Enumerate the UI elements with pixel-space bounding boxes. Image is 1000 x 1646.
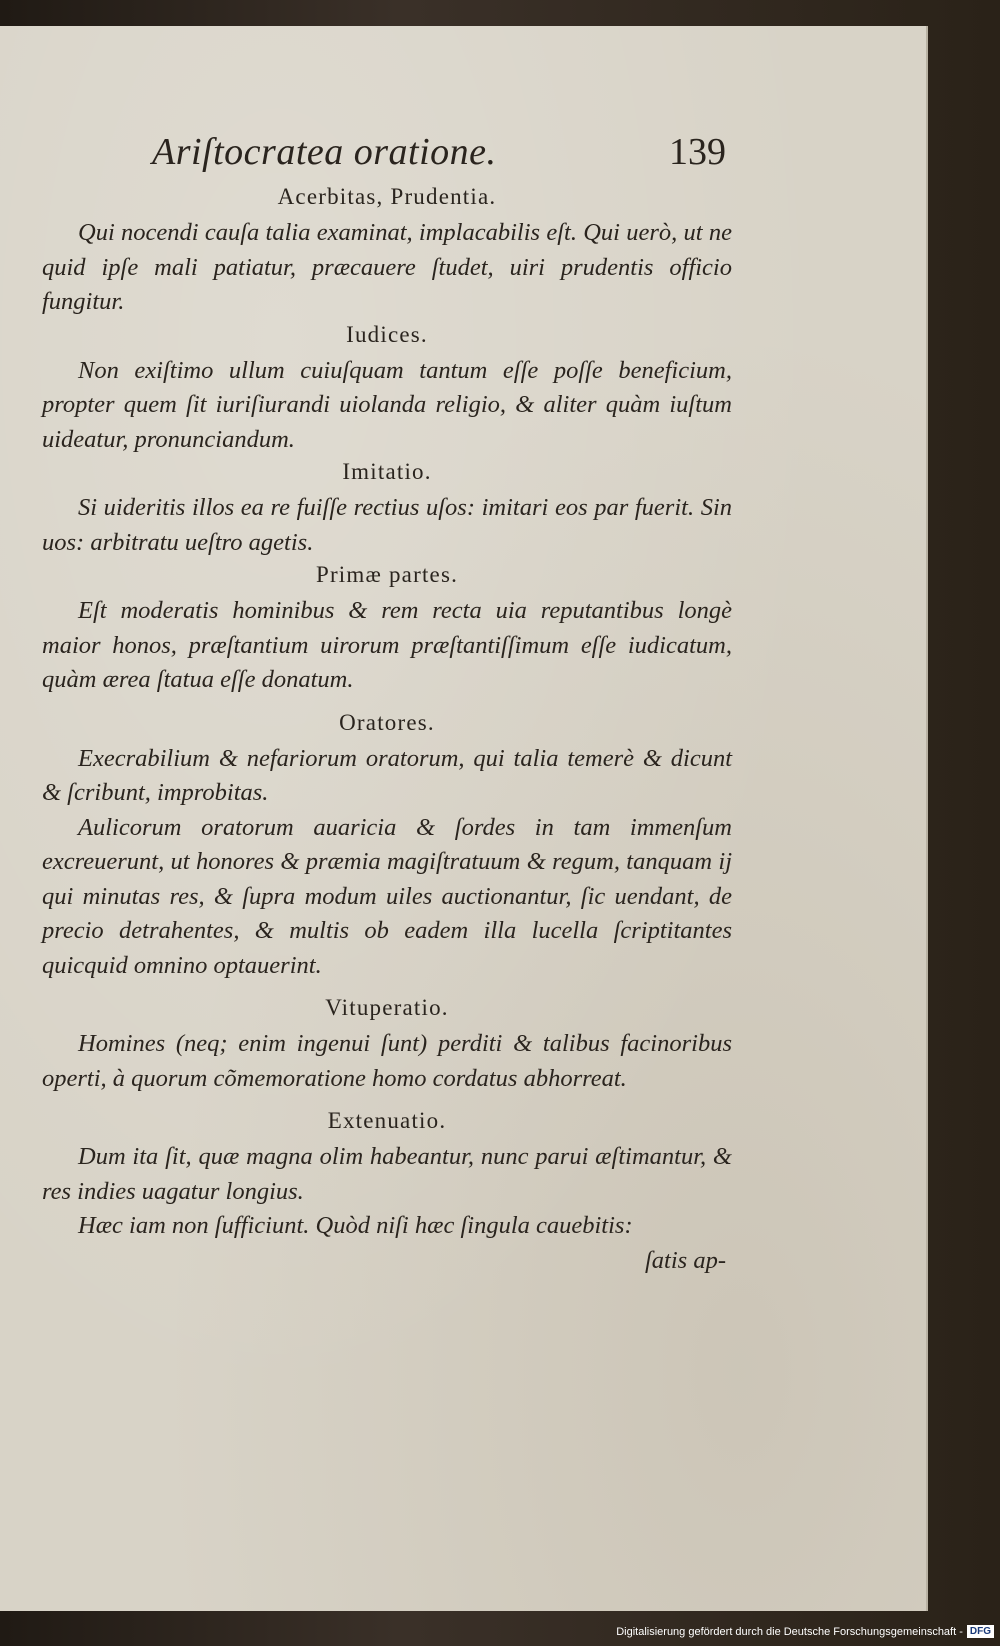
section-heading: Extenuatio. [327, 1108, 447, 1133]
section-primae-partes [42, 560, 732, 698]
section-paragraph: Eſt moderatis hominibus & rem recta uia reputantibus longè maior honos, præſtantium uirorum præſtantiſſimum eſſe iudicatum, quàm ærea ſtatua eſſe donatum. [42, 597, 732, 693]
running-head [42, 130, 732, 182]
section-paragraph: Execrabilium & nefariorum oratorum, qui talia temerè & dicunt & ſcribunt, improbitas. [42, 744, 732, 806]
book-page [0, 26, 928, 1611]
spacer [42, 1096, 732, 1106]
catchword: ſatis ap- [645, 1246, 726, 1274]
section-paragraph: Si uideritis illos ea re fuiſſe rectius uſos: imitari eos par fuerit. Sin uos: arbitratu ueſtro agetis. [42, 494, 732, 556]
page-number: 139 [669, 131, 726, 173]
section-heading: Imitatio. [342, 459, 432, 484]
section-iudices [42, 320, 732, 458]
section-paragraph: Qui nocendi cauſa talia examinat, implacabilis eſt. Qui uerò, ut ne quid ipſe mali patiatur, præcauere ſtudet, uiri prudentis officio fungitur. [42, 219, 732, 315]
section-imitatio [42, 457, 732, 560]
running-title: Ariſtocratea oratione. [152, 131, 497, 173]
section-heading: Oratores. [339, 709, 435, 735]
section-heading: Vituperatio. [325, 995, 449, 1020]
section-heading: Acerbitas, Prudentia. [277, 184, 497, 209]
section-vituperatio [42, 993, 732, 1096]
page-text-block [42, 130, 732, 1278]
section-oratores [42, 708, 732, 984]
section-paragraph: Homines (neq; enim ingenui ſunt) perditi & talibus facinoribus operti, à quorum cõmemoratione homo cordatus abhorreat. [42, 1030, 732, 1092]
spacer [42, 698, 732, 708]
spacer [42, 983, 732, 993]
digitization-footer [616, 1625, 994, 1638]
dfg-logo-icon: DFG [967, 1625, 994, 1638]
section-paragraph: Dum ita ſit, quæ magna olim habeantur, nunc parui æſtimantur, & res indies uagatur longius. [42, 1143, 732, 1205]
section-acerbitas [42, 182, 732, 320]
section-paragraph: Aulicorum oratorum auaricia & ſordes in tam immenſum excreuerunt, ut honores & præmia magiſtratuum & regum, tanquam ij qui minutas res, & ſupra modum uiles auctionantur, ſic uendant, de precio detrahentes, & multis ob eadem illa lucella ſcriptitantes quicquid omnino optauerint. [42, 813, 732, 979]
footer-credit-text: Digitalisierung gefördert durch die Deutsche Forschungsgemeinschaft - [616, 1625, 963, 1638]
section-paragraph: Hæc iam non ſufficiunt. Quòd niſi hæc ſingula cauebitis: [78, 1212, 633, 1239]
section-heading: Primæ partes. [315, 562, 459, 587]
section-paragraph: Non exiſtimo ullum cuiuſquam tantum eſſe poſſe beneficium, propter quem ſit iuriſiurandi uiolanda religio, & aliter quàm iuſtum uideatur, pronunciandum. [42, 356, 732, 453]
section-extenuatio [42, 1106, 732, 1244]
section-heading: Iudices. [346, 321, 428, 347]
